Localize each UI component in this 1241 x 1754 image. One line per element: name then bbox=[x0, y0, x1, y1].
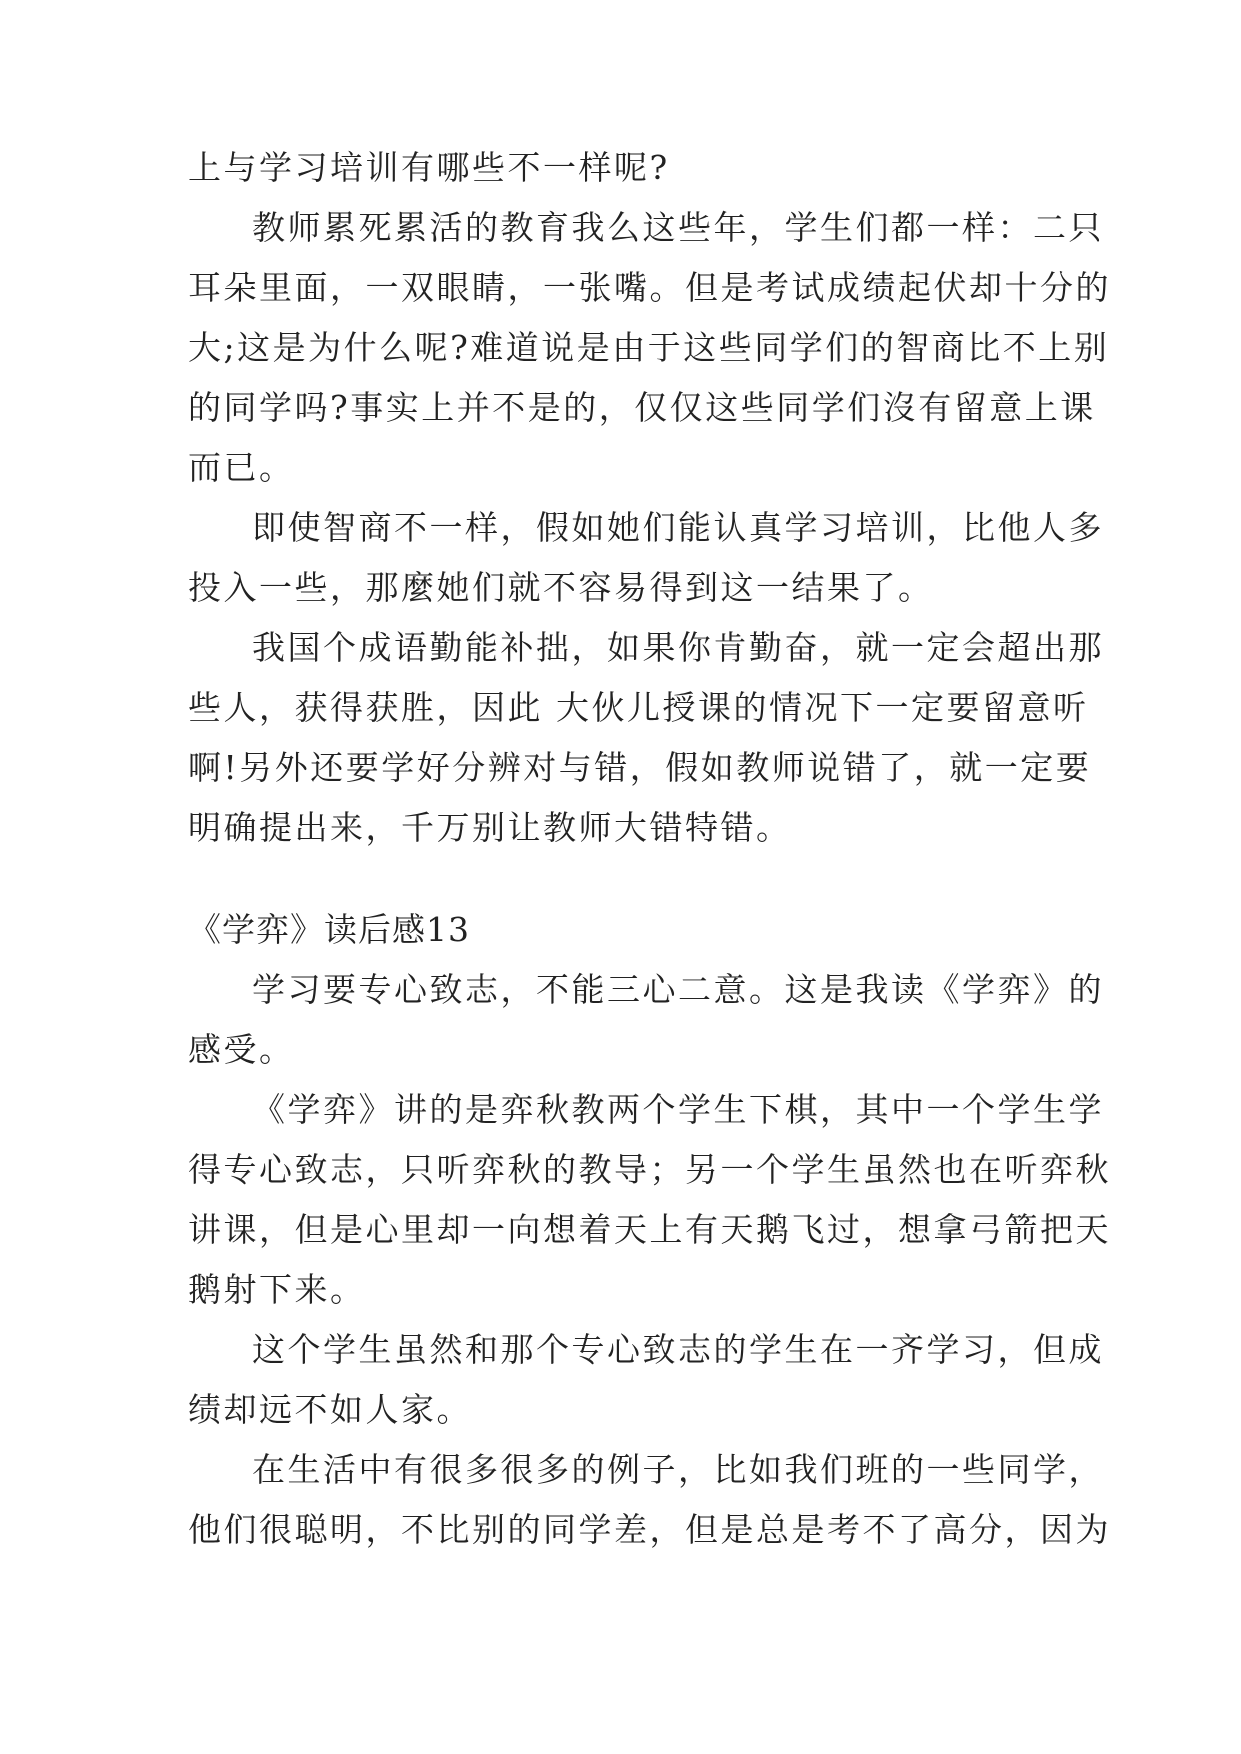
paragraph-line: 感受。 bbox=[188, 1030, 295, 1069]
essay-section-2 bbox=[188, 900, 1111, 1560]
paragraph-line: 啊!另外还要学好分辨对与错，假如教师说错了，就一定要 bbox=[188, 748, 1092, 787]
paragraph-line: 大;这是为什么呢?难道说是由于这些同学们的智商比不上别 bbox=[188, 328, 1110, 367]
paragraph-line: 耳朵里面，一双眼睛，一张嘴。但是考试成绩起伏却十分的 bbox=[188, 268, 1111, 307]
paragraph-line: 他们很聪明，不比别的同学差，但是总是考不了高分，因为 bbox=[188, 1510, 1111, 1549]
paragraph-line: 明确提出来，千万别让教师大错特错。 bbox=[188, 808, 792, 847]
section-title: 《学弈》读后感13 bbox=[188, 910, 470, 949]
paragraph-line: 《学弈》讲的是弈秋教两个学生下棋，其中一个学生学 bbox=[252, 1090, 1104, 1129]
paragraph-line: 我国个成语勤能补拙，如果你肯勤奋，就一定会超出那 bbox=[252, 628, 1104, 667]
paragraph-line: 这个学生虽然和那个专心致志的学生在一齐学习，但成 bbox=[252, 1330, 1104, 1369]
paragraph-line: 投入一些，那麼她们就不容易得到这一结果了。 bbox=[188, 568, 934, 607]
paragraph-line: 上与学习培训有哪些不一样呢? bbox=[188, 148, 670, 187]
paragraph-line: 些人，获得获胜，因此 大伙儿授课的情况下一定要留意听 bbox=[188, 688, 1089, 727]
paragraph-line: 绩却远不如人家。 bbox=[188, 1390, 472, 1429]
paragraph-line: 学习要专心致志，不能三心二意。这是我读《学弈》的 bbox=[252, 970, 1104, 1009]
paragraph-line: 讲课，但是心里却一向想着天上有天鹅飞过，想拿弓箭把天 bbox=[188, 1210, 1111, 1249]
essay-section-1 bbox=[188, 138, 1111, 858]
paragraph-line: 而已。 bbox=[188, 448, 295, 487]
paragraph-line: 教师累死累活的教育我么这些年，学生们都一样：二只 bbox=[252, 208, 1104, 247]
paragraph-line: 在生活中有很多很多的例子，比如我们班的一些同学， bbox=[252, 1450, 1104, 1489]
paragraph-line: 鹅射下来。 bbox=[188, 1270, 366, 1309]
paragraph-line: 的同学吗?事实上并不是的，仅仅这些同学们沒有留意上课 bbox=[188, 388, 1096, 427]
paragraph-line: 得专心致志，只听弈秋的教导；另一个学生虽然也在听弈秋 bbox=[188, 1150, 1111, 1189]
paragraph-line: 即使智商不一样，假如她们能认真学习培训，比他人多 bbox=[252, 508, 1104, 547]
